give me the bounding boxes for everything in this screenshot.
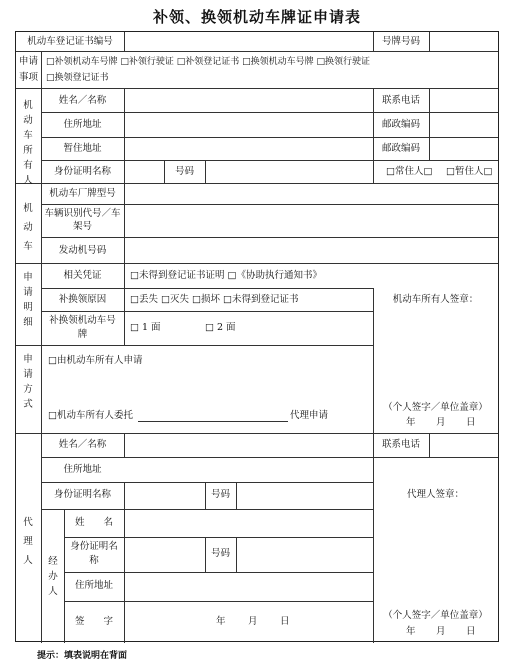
plate-number-field[interactable] [430, 33, 498, 50]
plate-two-option[interactable]: □ 2 面 [205, 322, 236, 333]
method-section-label: 申请方式 [23, 354, 33, 410]
handler-address-label: 住所地址 [74, 580, 113, 591]
handler-address-field[interactable] [125, 573, 372, 600]
agent-sign-note: （个人签字／单位盖章） [383, 610, 488, 621]
agent-signature-area[interactable] [374, 504, 498, 604]
agent-sign-day: 日 [466, 626, 476, 637]
owner-sign-month: 月 [436, 417, 446, 428]
owner-temp-address-field[interactable] [125, 138, 372, 159]
agent-phone-field[interactable] [430, 434, 498, 456]
entrust-agent-field[interactable] [138, 407, 288, 421]
cert-number-field[interactable] [125, 33, 372, 50]
cert-number-label: 机动车登记证书编号 [27, 36, 113, 47]
agent-name-label: 姓名／名称 [58, 439, 107, 450]
handler-sign-field[interactable] [125, 602, 215, 642]
vehicle-section-label: 机动车 [23, 203, 33, 252]
handler-id-name-label-2: 称 [89, 555, 99, 566]
handler-sign-month: 月 [248, 616, 258, 627]
owner-signature-area[interactable] [374, 310, 498, 400]
owner-postal2-field[interactable] [430, 138, 498, 159]
reason-label: 补换领原因 [58, 294, 107, 305]
temp-resident-option[interactable]: □暂住人□ [446, 166, 493, 177]
vin-label-2: 架号 [72, 221, 92, 232]
vehicle-brand-label: 机动车厂牌型号 [49, 188, 116, 199]
owner-name-field[interactable] [125, 89, 372, 111]
handler-sign-day: 日 [280, 616, 290, 627]
handler-section-label: 经办人 [48, 556, 58, 597]
handler-id-name-field[interactable] [125, 538, 204, 571]
owner-sign-year: 年 [406, 417, 416, 428]
agent-sign-month: 月 [436, 626, 446, 637]
handler-id-name-label-1: 身份证明名 [70, 541, 118, 552]
apply-items-options-2[interactable]: □换领登记证书 [46, 73, 109, 83]
owner-id-name-label: 身份证明名称 [53, 166, 111, 177]
handler-name-label: 姓 名 [74, 517, 113, 528]
agent-section-label: 代理人 [23, 517, 33, 566]
owner-id-name-field[interactable] [125, 161, 163, 182]
owner-sign-day: 日 [466, 417, 476, 428]
agent-id-name-field[interactable] [125, 483, 204, 508]
resident-option[interactable]: □常住人□ [386, 166, 433, 177]
detail-section-label: 申请明细 [23, 272, 33, 328]
apply-items-label-2: 事项 [18, 72, 38, 83]
agent-phone-label: 联系电话 [381, 439, 420, 450]
agent-id-name-label: 身份证明名称 [53, 489, 111, 500]
evidence-label: 相关凭证 [63, 270, 102, 281]
agent-address-label: 住所地址 [63, 464, 102, 475]
owner-phone-label: 联系电话 [381, 95, 420, 106]
vin-field[interactable] [125, 205, 498, 236]
vehicle-brand-field[interactable] [125, 184, 498, 203]
owner-id-no-label: 号码 [174, 166, 194, 177]
owner-postal-field[interactable] [430, 113, 498, 136]
footer-note: 提示：填表说明在背面 [37, 651, 128, 661]
application-form [15, 31, 499, 642]
owner-address-field[interactable] [125, 113, 372, 136]
engine-no-label: 发动机号码 [58, 245, 107, 256]
agent-id-no-label: 号码 [210, 489, 230, 500]
handler-name-field[interactable] [125, 510, 372, 536]
owner-address-label: 住所地址 [63, 119, 102, 130]
form-title: 补领、换领机动车牌证申请表 [152, 8, 361, 26]
owner-id-no-field[interactable] [206, 161, 372, 182]
reason-options[interactable]: □丢失 □灭失 □损坏 □未得到登记证书 [130, 294, 299, 305]
entrust-suffix: 代理申请 [290, 410, 329, 421]
owner-section-label: 机动车所有人 [23, 100, 33, 186]
owner-phone-field[interactable] [430, 89, 498, 111]
owner-temp-address-label: 暂住地址 [63, 143, 102, 154]
owner-signature-label: 机动车所有人签章： [392, 294, 479, 305]
handler-sign-year: 年 [216, 616, 226, 627]
evidence-options[interactable]: □未得到登记证书证明 □《协助执行通知书》 [130, 270, 322, 281]
agent-address-field[interactable] [125, 458, 372, 481]
plate-one-option[interactable]: □ 1 面 [130, 322, 161, 333]
owner-postal2-label: 邮政编码 [381, 143, 420, 154]
plate-number-label: 号牌号码 [381, 36, 420, 47]
apply-items-label-1: 申请 [18, 56, 38, 67]
agent-sign-year: 年 [406, 626, 416, 637]
agent-signature-label: 代理人签章： [406, 489, 464, 500]
plate-count-label-1: 补换领机动车号 [49, 315, 116, 326]
handler-sign-label: 签 字 [74, 616, 113, 627]
vin-label-1: 车辆识别代号／车 [44, 208, 121, 219]
entrust-option[interactable]: □机动车所有人委托 [48, 410, 133, 421]
apply-items-options-1[interactable]: □补领机动车号牌 □补领行驶证 □补领登记证书 □换领机动车号牌 □换领行驶证 [46, 57, 370, 67]
plate-count-label-2: 牌 [77, 329, 88, 340]
owner-postal-label: 邮政编码 [381, 119, 420, 130]
handler-id-no-label: 号码 [210, 548, 230, 559]
owner-sign-note: （个人签字／单位盖章） [383, 402, 488, 413]
self-apply-option[interactable]: □由机动车所有人申请 [48, 355, 143, 366]
owner-name-label: 姓名／名称 [58, 95, 107, 106]
handler-id-no-field[interactable] [237, 538, 372, 571]
engine-no-field[interactable] [125, 238, 498, 262]
agent-id-no-field[interactable] [237, 483, 372, 508]
agent-name-field[interactable] [125, 434, 372, 456]
